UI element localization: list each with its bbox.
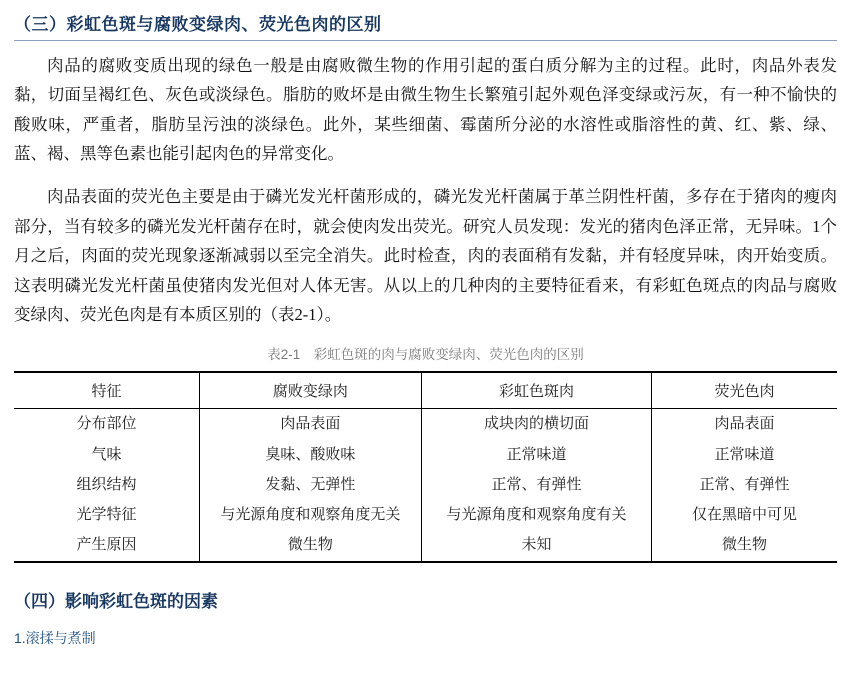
table-header-cell: 特征 [91,384,122,401]
table-cell: 气味 [91,446,122,463]
table-cell: 肉品表面 [199,409,421,440]
table-cell: 臭味、酸败味 [199,440,421,470]
table-row [14,440,837,470]
table-row [14,409,837,440]
heading-divider [14,40,837,41]
table-cell: 产生原因 [76,537,137,554]
table-cell: 正常味道 [421,440,651,470]
table-row [14,500,837,530]
table-cell: 微生物 [199,530,421,560]
table-header-cell: 腐败变绿肉 [199,373,421,409]
table-cell: 成块肉的横切面 [421,409,651,440]
table-cell: 正常、有弹性 [652,470,837,500]
table-cell: 发黏、无弹性 [199,470,421,500]
paragraph-1: 肉品的腐败变质出现的绿色一般是由腐败微生物的作用引起的蛋白质分解为主的过程。此时，肉品外表发黏，切面呈褐红色、灰色或淡绿色。脂肪的败坏是由微生物生长繁殖引起外观色泽变绿或污灰，有一种不愉快的酸败味，严重者，脂肪呈污浊的淡绿色。此外，某些细菌、霉菌所分泌的水溶性或脂溶性的黄、红、紫、绿、蓝、褐、黑等色素也能引起肉色的异常变化。 [14,56,837,164]
comparison-table-wrapper [14,371,837,562]
table-cell: 与光源角度和观察角度无关 [199,500,421,530]
table-cell: 正常味道 [652,440,837,470]
table-header-cell: 荧光色肉 [652,373,837,409]
table-cell: 肉品表面 [652,409,837,440]
table-cell: 正常、有弹性 [421,470,651,500]
table-body [14,409,837,561]
table-cell: 微生物 [652,530,837,560]
table-caption: 表2-1 彩虹色斑的肉与腐败变绿肉、荧光色肉的区别 [267,347,584,363]
table-header-row [14,373,837,409]
table-cell: 组织结构 [76,476,137,493]
comparison-table [14,373,837,560]
table-cell: 与光源角度和观察角度有关 [421,500,651,530]
table-cell: 未知 [421,530,651,560]
table-head [14,373,837,409]
table-cell: 仅在黑暗中可见 [652,500,837,530]
table-cell: 光学特征 [76,507,137,524]
table-header-cell: 彩虹色斑肉 [421,373,651,409]
table-cell: 分布部位 [76,416,137,433]
subheading-rolling-cooking: 1.滚揉与煮制 [14,629,96,646]
section-heading-three: （三）彩虹色斑与腐败变绿肉、荧光色肉的区别 [14,15,382,34]
section-heading-four: （四）影响彩虹色斑的因素 [14,591,218,611]
paragraph-2: 肉品表面的荧光色主要是由于磷光发光杆菌形成的，磷光发光杆菌属于革兰阴性杆菌，多存在于猪肉的瘦肉部分，当有较多的磷光发光杆菌存在时，就会使肉发出荧光。研究人员发现：发光的猪肉色泽正常，无异味。1个月之后，肉面的荧光现象逐渐减弱以至完全消失。此时检查，肉的表面稍有发黏，并有轻度异味，肉开始变质。这表明磷光发光杆菌虽使猪肉发光但对人体无害。从以上的几种肉的主要特征看来，有彩虹色斑点的肉品与腐败变绿肉、荧光色肉是有本质区别的（表2-1）。 [14,187,837,324]
table-row [14,530,837,560]
table-row [14,470,837,500]
